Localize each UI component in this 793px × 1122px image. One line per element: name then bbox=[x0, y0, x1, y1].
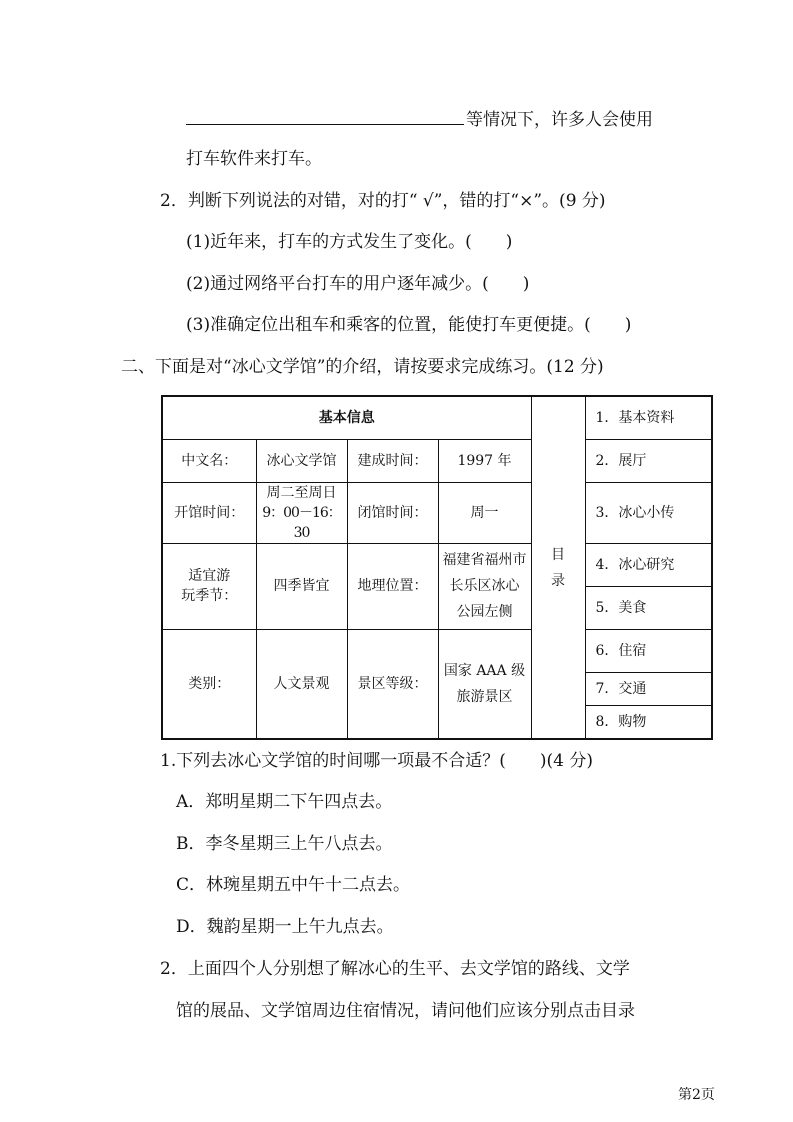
answer-blank[interactable] bbox=[186, 106, 464, 125]
top-line1-text: 等情况下，许多人会使用 bbox=[466, 110, 653, 130]
cell-value-category: 人文景观 bbox=[256, 629, 347, 739]
q1-title: 1.下列去冰心文学馆的时间哪一项最不合适？( )(4 分) bbox=[160, 751, 593, 771]
table-header: 基本信息 bbox=[162, 396, 531, 439]
toc-item-3[interactable]: 3．冰心小传 bbox=[585, 482, 712, 543]
toc-item-6[interactable]: 6．住宿 bbox=[585, 629, 712, 672]
section2-title: 二、下面是对“冰心文学馆”的介绍，请按要求完成练习。(12 分) bbox=[121, 357, 604, 377]
cell-value-open: 周二至周日 9：00－16：30 bbox=[256, 482, 347, 543]
top-line2: 打车软件来打车。 bbox=[186, 149, 322, 169]
toc-item-8[interactable]: 8．购物 bbox=[585, 705, 712, 739]
q1-option-b: B．李冬星期三上午八点去。 bbox=[176, 834, 393, 854]
q1-option-a: A．郑明星期二下午四点去。 bbox=[176, 792, 393, 812]
toc-item-1[interactable]: 1．基本资料 bbox=[585, 396, 712, 439]
cell-value-location: 福建省福州市 长乐区冰心 公园左侧 bbox=[438, 543, 531, 629]
q2-item-2: (2)通过网络平台打车的用户逐年减少。( ) bbox=[186, 274, 530, 294]
cell-label-grade: 景区等级： bbox=[347, 629, 438, 739]
cell-label-closed: 闭馆时间： bbox=[347, 482, 438, 543]
q2-title: 2．判断下列说法的对错，对的打“ √”，错的打“×”。(9 分) bbox=[160, 191, 606, 211]
cell-value-built: 1997 年 bbox=[438, 439, 531, 482]
page-number: 第2页 bbox=[678, 1087, 715, 1103]
toc-item-4[interactable]: 4．冰心研究 bbox=[585, 543, 712, 586]
cell-label-name: 中文名： bbox=[162, 439, 256, 482]
q2b-line1: 2．上面四个人分别想了解冰心的生平、去文学馆的路线、文学 bbox=[160, 959, 630, 979]
cell-label-category: 类别： bbox=[162, 629, 256, 739]
cell-value-season: 四季皆宜 bbox=[256, 543, 347, 629]
cell-value-grade: 国家 AAA 级 旅游景区 bbox=[438, 629, 531, 739]
info-table bbox=[161, 395, 713, 740]
cell-value-name: 冰心文学馆 bbox=[256, 439, 347, 482]
toc-label: 目 录 bbox=[531, 396, 585, 739]
cell-label-location: 地理位置： bbox=[347, 543, 438, 629]
toc-item-2[interactable]: 2．展厅 bbox=[585, 439, 712, 482]
toc-item-5[interactable]: 5．美食 bbox=[585, 586, 712, 629]
q2-item-1: (1)近年来，打车的方式发生了变化。( ) bbox=[186, 232, 513, 252]
q1-option-d: D．魏韵星期一上午九点去。 bbox=[176, 917, 394, 937]
cell-label-open: 开馆时间： bbox=[162, 482, 256, 543]
cell-label-season: 适宜游 玩季节： bbox=[162, 543, 256, 629]
fill-blank-line bbox=[186, 106, 653, 132]
toc-item-7[interactable]: 7．交通 bbox=[585, 672, 712, 705]
q2-item-3: (3)准确定位出租车和乘客的位置，能使打车更便捷。( ) bbox=[186, 315, 632, 335]
cell-label-built: 建成时间： bbox=[347, 439, 438, 482]
cell-value-closed: 周一 bbox=[438, 482, 531, 543]
q2b-line2: 馆的展品、文学馆周边住宿情况，请问他们应该分别点击目录 bbox=[176, 1001, 635, 1021]
q1-option-c: C．林琬星期五中午十二点去。 bbox=[176, 875, 411, 895]
